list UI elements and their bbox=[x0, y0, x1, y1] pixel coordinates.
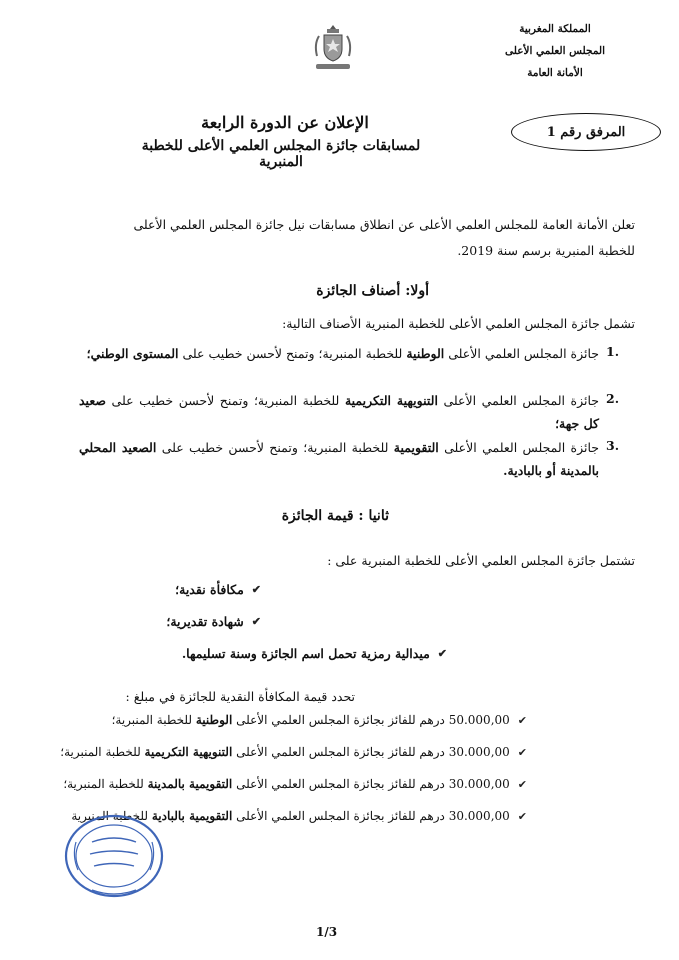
check-icon: ✔ bbox=[517, 777, 527, 791]
category-item-1: جائزة المجلس العلمي الأعلى الوطنية للخطبة المنبرية؛ وتمنح لأحسن خطيب على المستوى الوطني؛ bbox=[86, 346, 599, 361]
reward-value-lead: تحدد قيمة المكافأة النقدية للجائزة في مبلغ : bbox=[125, 689, 355, 704]
header-kingdom: المملكة المغربية bbox=[519, 23, 591, 35]
category-number-3: 3. bbox=[606, 438, 620, 453]
amount-row-3: 30.000,00 درهم للفائز بجائزة المجلس العلمي الأعلى التقويمية بالمدينة للخطبة المنبرية؛ ✔ bbox=[63, 777, 527, 791]
reward-bullet-1: مكافأة نقدية؛ ✔ bbox=[175, 582, 261, 597]
section-1-heading: أولا: أصناف الجائزة bbox=[316, 283, 429, 299]
intro-line-1: تعلن الأمانة العامة للمجلس العلمي الأعلى عن انطلاق مسابقات نيل جائزة المجلس العلمي الأعلى bbox=[133, 217, 635, 232]
page-number: 1/3 bbox=[316, 925, 338, 939]
reward-bullet-3: ميدالية رمزية تحمل اسم الجائزة وسنة تسليمها. ✔ bbox=[181, 646, 447, 661]
intro-paragraph bbox=[35, 212, 635, 264]
amount-row-1: 50.000,00 درهم للفائز بجائزة المجلس العلمي الأعلى الوطنية للخطبة المنبرية؛ ✔ bbox=[111, 713, 527, 727]
amount-row-2: 30.000,00 درهم للفائز بجائزة المجلس العلمي الأعلى التنويهية التكريمية للخطبة المنبرية؛ ✔ bbox=[60, 745, 527, 759]
category-item-2: جائزة المجلس العلمي الأعلى التنويهية التكريمية للخطبة المنبرية؛ وتمنح لأحسن خطيب على صعيد كل جهة؛ bbox=[79, 393, 600, 431]
reward-bullet-2: شهادة تقديرية؛ ✔ bbox=[166, 614, 261, 629]
amount-row-4: 30.000,00 درهم للفائز بجائزة المجلس العلمي الأعلى التقويمية بالبادية للخطبة المنبرية ✔ bbox=[71, 809, 527, 823]
check-icon: ✔ bbox=[517, 809, 527, 823]
intro-line-2: للخطبة المنبرية برسم سنة 2019. bbox=[457, 243, 635, 258]
announcement-subtitle: لمسابقات جائزة المجلس العلمي الأعلى للخطبة المنبرية bbox=[141, 138, 421, 170]
section-2-lead: تشتمل جائزة المجلس العلمي الأعلى للخطبة المنبرية على : bbox=[327, 553, 635, 568]
official-stamp bbox=[62, 812, 166, 900]
announcement-title: الإعلان عن الدورة الرابعة bbox=[201, 113, 369, 132]
coat-of-arms-icon bbox=[310, 22, 356, 74]
issuer-header bbox=[495, 18, 615, 84]
header-council: المجلس العلمي الأعلى bbox=[504, 45, 606, 57]
header-secretariat: الأمانة العامة bbox=[527, 67, 583, 79]
section-1-lead: تشمل جائزة المجلس العلمي الأعلى للخطبة المنبرية الأصناف التالية: bbox=[282, 316, 635, 331]
check-icon: ✔ bbox=[251, 583, 261, 596]
check-icon: ✔ bbox=[517, 745, 527, 759]
check-icon: ✔ bbox=[251, 615, 261, 628]
category-item-3: جائزة المجلس العلمي الأعلى التقويمية للخطبة المنبرية؛ وتمنح لأحسن خطيب على الصعيد المحلي بالمدينة أو بالبادية. bbox=[79, 440, 599, 478]
category-number-1: 1. bbox=[606, 344, 620, 359]
category-number-2: 2. bbox=[606, 391, 620, 406]
check-icon: ✔ bbox=[517, 713, 527, 727]
check-icon: ✔ bbox=[437, 647, 447, 660]
annex-label: المرفق رقم 1 bbox=[511, 113, 661, 151]
section-2-heading: ثانيا : قيمة الجائزة bbox=[281, 508, 389, 524]
